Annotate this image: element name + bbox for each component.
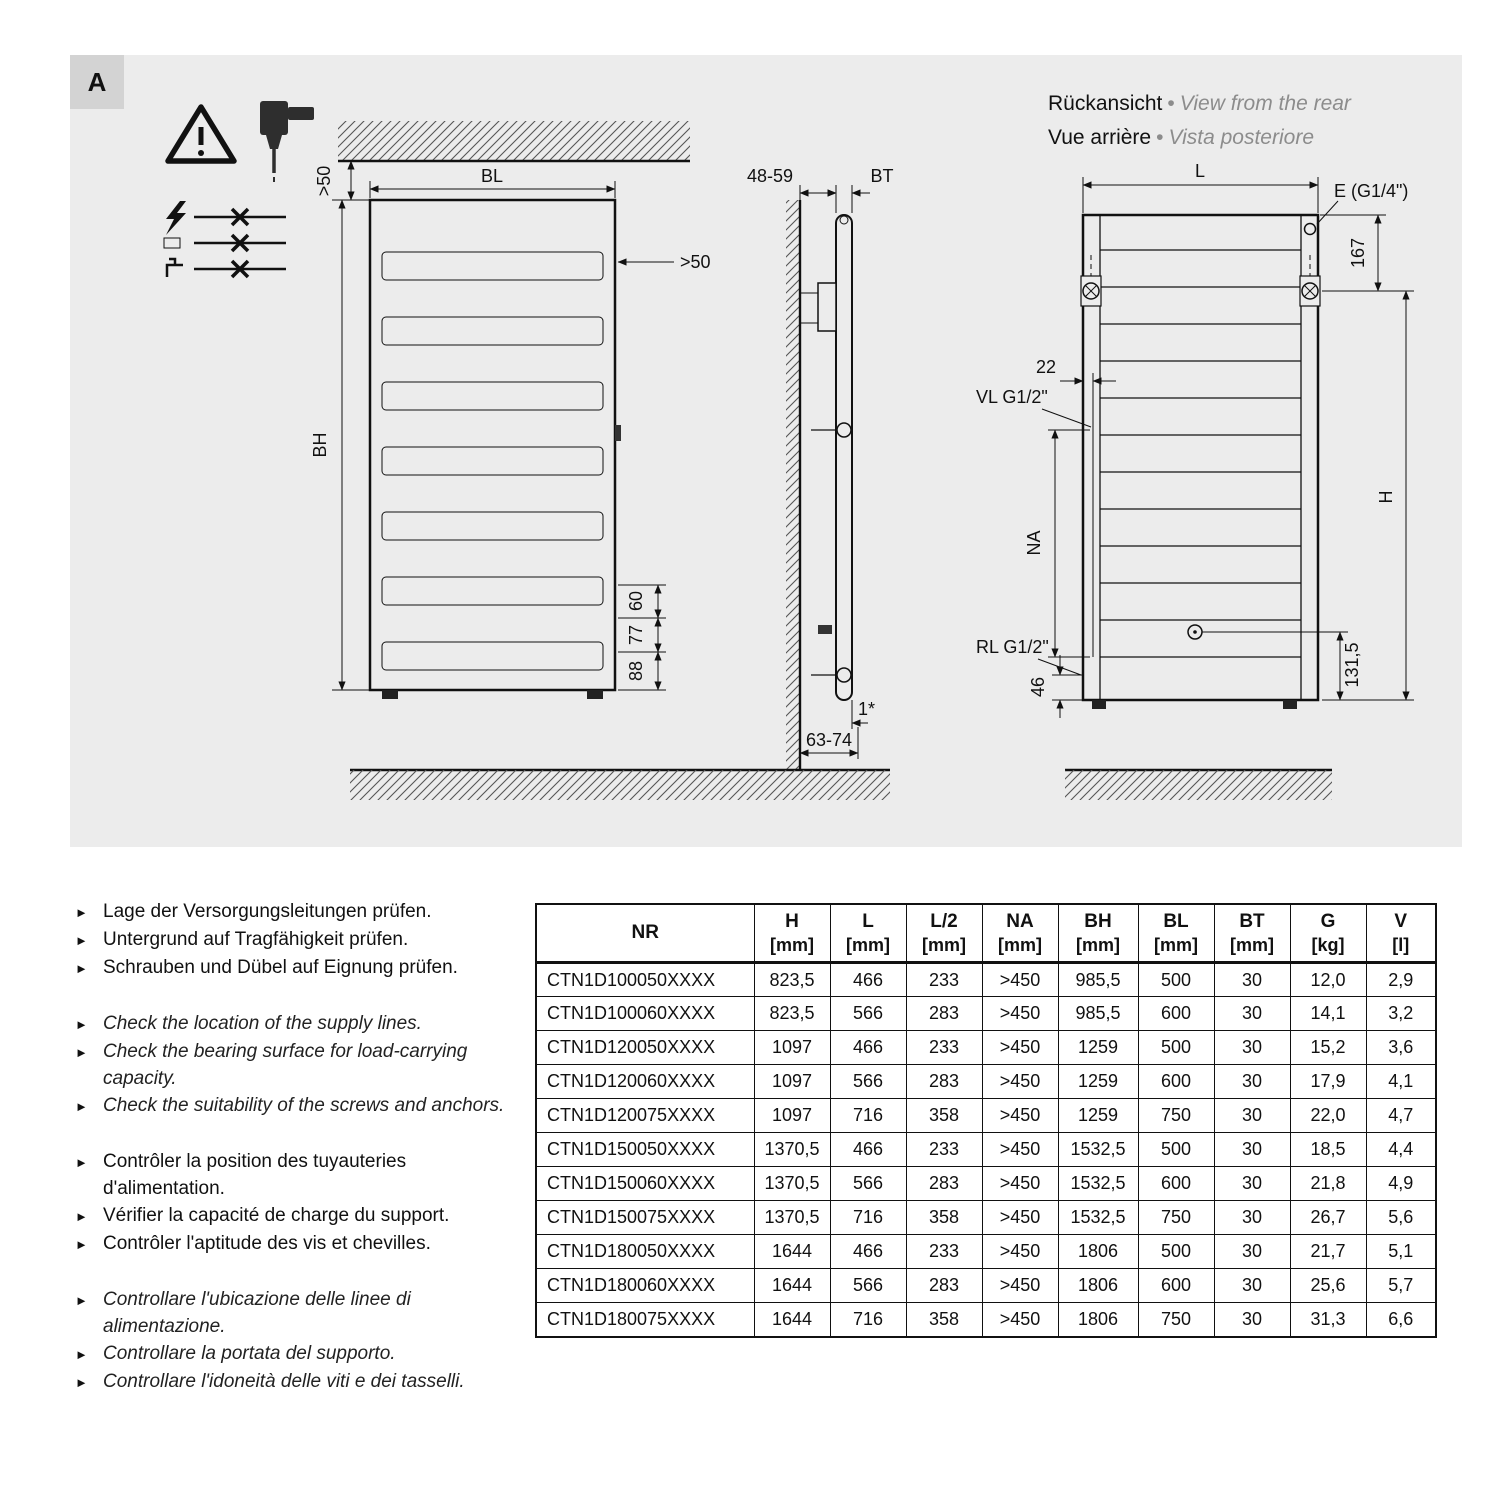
cell-na: >450: [982, 1303, 1058, 1337]
cell-l: 566: [830, 1167, 906, 1201]
column-label: BL: [1163, 911, 1189, 932]
column-label: NR: [631, 922, 659, 943]
radiator-foot: [1092, 700, 1106, 709]
instructions-german: [75, 898, 515, 982]
table-row: [536, 997, 1436, 1031]
caption-german: Rückansicht: [1048, 92, 1163, 115]
cell-na: >450: [982, 1031, 1058, 1065]
cell-l: 466: [830, 1133, 906, 1167]
instruction-text: Vérifier la capacité de charge du support.: [103, 1205, 450, 1226]
cell-h: 1370,5: [754, 1133, 830, 1167]
cell-h: 1370,5: [754, 1167, 830, 1201]
cell-l: 716: [830, 1303, 906, 1337]
column-label: V: [1394, 911, 1408, 932]
vl-connector-side: [811, 423, 851, 437]
column-label: H: [785, 911, 799, 932]
bullet-icon: ►: [75, 1375, 88, 1390]
column-header: [982, 904, 1058, 963]
instruction-text: Untergrund auf Tragfähigkeit prüfen.: [103, 929, 409, 950]
cell-l: 466: [830, 1235, 906, 1269]
cell-bt: 30: [1214, 1031, 1290, 1065]
cell-l: 716: [830, 1099, 906, 1133]
dim-label-46: 46: [1028, 676, 1048, 698]
warning-triangle-icon: [168, 107, 234, 161]
cell-bt: 30: [1214, 1303, 1290, 1337]
column-header: [1366, 904, 1436, 963]
cell-bt: 30: [1214, 997, 1290, 1031]
dim-label-88: 88: [626, 660, 646, 682]
cell-nr: CTN1D120060XXXX: [536, 1065, 754, 1099]
column-label: L/2: [930, 911, 958, 932]
column-header: [1058, 904, 1138, 963]
instruction-item: [75, 1230, 515, 1258]
table-row: [536, 1133, 1436, 1167]
cell-l2: 233: [906, 1031, 982, 1065]
cell-bl: 500: [1138, 1031, 1214, 1065]
dim-label-131-5: 131,5: [1342, 642, 1362, 688]
instructions-english: [75, 1010, 515, 1120]
instruction-item: [75, 898, 515, 926]
technical-drawing: [70, 55, 1462, 847]
column-header: [906, 904, 982, 963]
instructions: [75, 898, 515, 1424]
valve-side: [818, 625, 832, 634]
cell-bh: 1259: [1058, 1099, 1138, 1133]
spec-table: [535, 903, 1437, 1338]
cell-na: >450: [982, 1201, 1058, 1235]
column-unit: [mm]: [846, 935, 890, 955]
cell-nr: CTN1D100050XXXX: [536, 963, 754, 997]
cell-nr: CTN1D100060XXXX: [536, 997, 754, 1031]
instruction-text: Contrôler l'aptitude des vis et chevilles.: [103, 1233, 431, 1254]
tap-icon: [167, 259, 183, 277]
table-row: [536, 1201, 1436, 1235]
table-row: [536, 963, 1436, 997]
cell-na: >450: [982, 1269, 1058, 1303]
radiator-profile: [836, 215, 852, 700]
table-body: [536, 963, 1436, 1337]
dim-label-gt50-side: >50: [680, 252, 711, 272]
wall-bracket-side: [800, 283, 836, 331]
cell-g: 21,7: [1290, 1235, 1366, 1269]
dim-h: [1322, 291, 1414, 700]
cell-nr: CTN1D180050XXXX: [536, 1235, 754, 1269]
column-header: [1138, 904, 1214, 963]
instruction-item: [75, 1368, 515, 1396]
cell-v: 4,7: [1366, 1099, 1436, 1133]
vl-callout: [976, 387, 1091, 427]
cell-bh: 1259: [1058, 1031, 1138, 1065]
dim-label-77: 77: [626, 624, 646, 646]
cell-bt: 30: [1214, 1133, 1290, 1167]
dim-label-bh: BH: [310, 432, 330, 458]
air-vent-callout: [1305, 181, 1409, 235]
column-unit: [mm]: [1154, 935, 1198, 955]
cell-v: 4,1: [1366, 1065, 1436, 1099]
dim-label-63-74: 63-74: [805, 730, 853, 750]
cell-bt: 30: [1214, 1201, 1290, 1235]
dim-label-167: 167: [1348, 237, 1368, 269]
cell-bt: 30: [1214, 963, 1290, 997]
cell-l2: 283: [906, 1269, 982, 1303]
cell-bl: 600: [1138, 997, 1214, 1031]
instruction-text: Schrauben und Dübel auf Eignung prüfen.: [103, 957, 458, 978]
cell-bh: 985,5: [1058, 963, 1138, 997]
cell-na: >450: [982, 1133, 1058, 1167]
dim-l: [1083, 161, 1318, 213]
caption-separator: •: [1167, 92, 1175, 115]
panel-label: A: [70, 55, 124, 109]
side-view: [747, 166, 894, 770]
cell-l2: 358: [906, 1201, 982, 1235]
cell-bl: 750: [1138, 1303, 1214, 1337]
instruction-item: [75, 1092, 515, 1120]
cell-h: 1370,5: [754, 1201, 830, 1235]
cell-na: >450: [982, 963, 1058, 997]
dim-bh: [310, 200, 370, 690]
column-unit: [mm]: [922, 935, 966, 955]
cell-g: 31,3: [1290, 1303, 1366, 1337]
floor-hatch-right: [1065, 770, 1332, 800]
cell-g: 18,5: [1290, 1133, 1366, 1167]
column-unit: [mm]: [998, 935, 1042, 955]
wall-hatch-side: [786, 200, 800, 770]
dim-gt50-side: [618, 252, 711, 272]
front-view: [310, 121, 711, 699]
caption-separator: •: [1156, 126, 1164, 149]
dim-label-48-59: 48-59: [746, 166, 794, 186]
bullet-icon: ►: [75, 1237, 88, 1252]
instruction-text: Check the suitability of the screws and anchors.: [103, 1095, 505, 1116]
column-label: BT: [1239, 911, 1265, 932]
cell-nr: CTN1D120050XXXX: [536, 1031, 754, 1065]
cell-bh: 1259: [1058, 1065, 1138, 1099]
cell-bl: 500: [1138, 1133, 1214, 1167]
instruction-item: [75, 1202, 515, 1230]
instruction-text: Check the bearing surface for load-carrying capacity.: [103, 1041, 468, 1089]
dim-label-bt: BT: [870, 166, 894, 186]
bullet-icon: ►: [75, 1293, 88, 1308]
cell-bh: 1532,5: [1058, 1167, 1138, 1201]
column-label: NA: [1006, 911, 1034, 932]
cell-na: >450: [982, 1235, 1058, 1269]
dim-131-5: [1340, 632, 1362, 700]
no-drill-water-line: [167, 259, 286, 277]
cell-bl: 750: [1138, 1099, 1214, 1133]
cell-na: >450: [982, 1099, 1058, 1133]
cell-l2: 283: [906, 1065, 982, 1099]
dim-bl: [370, 166, 615, 198]
cell-h: 1644: [754, 1235, 830, 1269]
dim-label-vl: VL G1/2": [976, 387, 1048, 407]
instruction-text: Check the location of the supply lines.: [103, 1013, 422, 1034]
rear-view-caption: [1048, 87, 1351, 155]
instruction-text: Lage der Versorgungsleitungen prüfen.: [103, 901, 432, 922]
cell-g: 26,7: [1290, 1201, 1366, 1235]
cell-v: 5,6: [1366, 1201, 1436, 1235]
cell-bh: 1806: [1058, 1303, 1138, 1337]
cell-h: 1644: [754, 1269, 830, 1303]
cell-v: 5,7: [1366, 1269, 1436, 1303]
instruction-item: [75, 926, 515, 954]
bullet-icon: ►: [75, 1209, 88, 1224]
caption-english: View from the rear: [1179, 92, 1351, 115]
cell-bt: 30: [1214, 1167, 1290, 1201]
cell-nr: CTN1D150075XXXX: [536, 1201, 754, 1235]
cell-bl: 500: [1138, 1235, 1214, 1269]
table-row: [536, 1235, 1436, 1269]
dim-chain-60-77-88: [618, 585, 666, 690]
cell-na: >450: [982, 1065, 1058, 1099]
table-row: [536, 1099, 1436, 1133]
dim-label-na: NA: [1024, 530, 1044, 556]
dim-label-22: 22: [1035, 357, 1057, 377]
table-row: [536, 1065, 1436, 1099]
column-header: [536, 904, 754, 963]
instruction-item: [75, 1038, 515, 1092]
radiator-foot: [382, 690, 398, 699]
cell-bh: 1532,5: [1058, 1201, 1138, 1235]
cell-l2: 283: [906, 997, 982, 1031]
table-row: [536, 1167, 1436, 1201]
cell-bl: 600: [1138, 1269, 1214, 1303]
column-label: L: [862, 911, 874, 932]
cell-v: 2,9: [1366, 963, 1436, 997]
no-drill-cable-line: [164, 235, 286, 251]
wall-hatch-top: [338, 121, 690, 161]
cell-h: 1097: [754, 1031, 830, 1065]
cell-l: 716: [830, 1201, 906, 1235]
floor-hatch-left: [350, 770, 890, 800]
side-clip: [615, 425, 621, 441]
cell-v: 5,1: [1366, 1235, 1436, 1269]
dim-46: [1028, 655, 1083, 718]
cell-bl: 600: [1138, 1065, 1214, 1099]
rear-view: [976, 161, 1414, 718]
instruction-text: Contrôler la position des tuyauteries d'alimentation.: [103, 1151, 407, 1199]
column-unit: [l]: [1392, 935, 1410, 955]
cell-bt: 30: [1214, 1065, 1290, 1099]
caption-line-1: [1048, 87, 1351, 121]
rl-callout: [976, 637, 1081, 675]
dim-label-60: 60: [626, 590, 646, 612]
table-row: [536, 1269, 1436, 1303]
cell-bl: 750: [1138, 1201, 1214, 1235]
cell-v: 3,6: [1366, 1031, 1436, 1065]
cell-l2: 358: [906, 1099, 982, 1133]
cell-bh: 985,5: [1058, 997, 1138, 1031]
cell-g: 22,0: [1290, 1099, 1366, 1133]
cell-v: 4,4: [1366, 1133, 1436, 1167]
cell-h: 1097: [754, 1099, 830, 1133]
cell-g: 14,1: [1290, 997, 1366, 1031]
instruction-text: Controllare la portata del supporto.: [103, 1343, 396, 1364]
dim-1: [852, 699, 875, 729]
cell-bt: 30: [1214, 1099, 1290, 1133]
column-unit: [mm]: [1076, 935, 1120, 955]
cell-g: 25,6: [1290, 1269, 1366, 1303]
bullet-icon: ►: [75, 1347, 88, 1362]
diagram-panel: [70, 55, 1462, 847]
column-unit: [mm]: [1230, 935, 1274, 955]
bullet-icon: ►: [75, 1045, 88, 1060]
dim-167: [1320, 215, 1414, 291]
cell-bl: 600: [1138, 1167, 1214, 1201]
dim-label-gt50-top: >50: [314, 165, 334, 197]
cell-v: 3,2: [1366, 997, 1436, 1031]
cell-nr: CTN1D180060XXXX: [536, 1269, 754, 1303]
dim-63-74: [800, 727, 858, 759]
dim-label-rl: RL G1/2": [976, 637, 1049, 657]
cell-bt: 30: [1214, 1235, 1290, 1269]
cell-v: 6,6: [1366, 1303, 1436, 1337]
drill-icon: [260, 101, 314, 182]
cell-nr: CTN1D180075XXXX: [536, 1303, 754, 1337]
table-row: [536, 1031, 1436, 1065]
bullet-icon: ►: [75, 905, 88, 920]
column-header: [1214, 904, 1290, 963]
cell-l2: 283: [906, 1167, 982, 1201]
cable-icon: [164, 238, 180, 248]
column-header: [830, 904, 906, 963]
cell-l2: 233: [906, 1133, 982, 1167]
caption-italian: Vista posteriore: [1168, 126, 1314, 149]
bullet-icon: ►: [75, 1099, 88, 1114]
instruction-text: Controllare l'idoneità delle viti e dei tasselli.: [103, 1371, 465, 1392]
cell-h: 823,5: [754, 997, 830, 1031]
column-header: [754, 904, 830, 963]
cell-g: 12,0: [1290, 963, 1366, 997]
bullet-icon: ►: [75, 1155, 88, 1170]
dim-label-e: E (G1/4"): [1334, 181, 1409, 201]
column-label: BH: [1084, 911, 1112, 932]
instruction-item: [75, 1148, 515, 1202]
radiator-front: [370, 200, 615, 690]
instructions-italian: [75, 1286, 515, 1396]
caption-french: Vue arrière: [1048, 126, 1152, 149]
instructions-french: [75, 1148, 515, 1258]
cell-bl: 500: [1138, 963, 1214, 997]
cell-l2: 358: [906, 1303, 982, 1337]
radiator-foot: [1283, 700, 1297, 709]
cell-l: 566: [830, 1269, 906, 1303]
column-header: [1290, 904, 1366, 963]
instruction-item: [75, 1010, 515, 1038]
bullet-icon: ►: [75, 933, 88, 948]
cell-nr: CTN1D150050XXXX: [536, 1133, 754, 1167]
bullet-icon: ►: [75, 961, 88, 976]
no-drill-electric-line: [166, 201, 286, 235]
column-unit: [kg]: [1311, 935, 1345, 955]
cell-l2: 233: [906, 1235, 982, 1269]
caption-line-2: [1048, 121, 1351, 155]
column-unit: [mm]: [770, 935, 814, 955]
dim-label-1: 1*: [858, 699, 876, 719]
rl-connector-side: [811, 668, 851, 682]
cell-bt: 30: [1214, 1269, 1290, 1303]
cell-bh: 1806: [1058, 1235, 1138, 1269]
table-row: [536, 1303, 1436, 1337]
table-header-row: [536, 904, 1436, 963]
instruction-item: [75, 954, 515, 982]
cell-nr: CTN1D150060XXXX: [536, 1167, 754, 1201]
dim-bt: [818, 166, 894, 213]
instruction-text: Controllare l'ubicazione delle linee di alimentazione.: [103, 1289, 411, 1337]
dim-label-h: H: [1376, 490, 1396, 504]
column-label: G: [1320, 911, 1336, 932]
dim-label-bl: BL: [480, 166, 504, 186]
cell-h: 1097: [754, 1065, 830, 1099]
cell-v: 4,9: [1366, 1167, 1436, 1201]
cell-na: >450: [982, 1167, 1058, 1201]
cell-l: 566: [830, 1065, 906, 1099]
air-vent-rear: [1305, 224, 1316, 235]
dim-gt50-top: [314, 161, 370, 200]
cell-l: 566: [830, 997, 906, 1031]
cell-l2: 233: [906, 963, 982, 997]
cell-g: 15,2: [1290, 1031, 1366, 1065]
cell-h: 823,5: [754, 963, 830, 997]
cell-l: 466: [830, 1031, 906, 1065]
cell-g: 21,8: [1290, 1167, 1366, 1201]
cell-na: >450: [982, 997, 1058, 1031]
radiator-foot: [587, 690, 603, 699]
cell-nr: CTN1D120075XXXX: [536, 1099, 754, 1133]
dim-na: [1024, 430, 1090, 657]
cell-h: 1644: [754, 1303, 830, 1337]
warning-icons: [164, 101, 314, 277]
cell-l: 466: [830, 963, 906, 997]
instruction-item: [75, 1286, 515, 1340]
cell-g: 17,9: [1290, 1065, 1366, 1099]
lightning-icon: [166, 201, 186, 235]
cell-bh: 1806: [1058, 1269, 1138, 1303]
dim-label-l: L: [1194, 161, 1206, 181]
instruction-item: [75, 1340, 515, 1368]
cell-bh: 1532,5: [1058, 1133, 1138, 1167]
bullet-icon: ►: [75, 1017, 88, 1032]
